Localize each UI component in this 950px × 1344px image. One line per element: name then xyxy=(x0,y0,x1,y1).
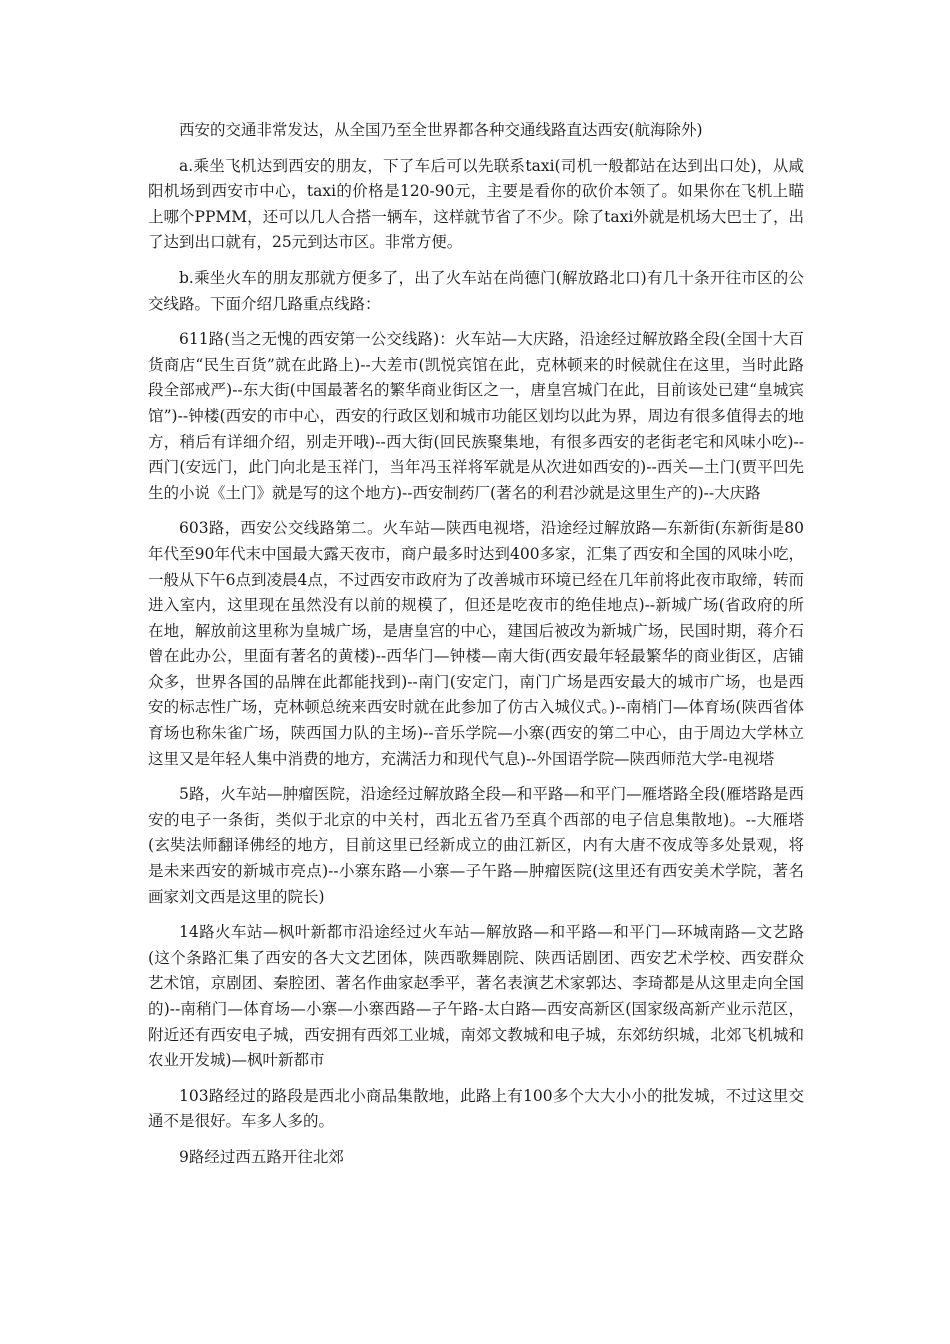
intro-paragraph: 西安的交通非常发达，从全国乃至全世界都各种交通线路直达西安(航海除外) xyxy=(179,121,703,139)
route-14-paragraph: 14路火车站—枫叶新都市沿途经过火车站—解放路—和平路—和平门—环城南路—文艺路(这个条路汇集了西安的各大文艺团体，陕西歌舞剧院、陕西话剧团、西安艺术学校、西安群众艺术馆，京剧团、秦腔团、著名作曲家赵季平，著名表演艺术家郭达、李琦都是从这里走向全国的)--南稍门—体育场—小寨—小寨西路—子午路-太白路—西安高新区(国家级高新产业示范区，附近还有西安电子城，西安拥有西郊工业城，南郊文教城和电子城，东郊纺织城，北郊飞机城和农业开发城)—枫叶新都市 xyxy=(148,923,804,1070)
document-body xyxy=(148,118,804,1181)
route-603-paragraph: 603路，西安公交线路第二。火车站—陕西电视塔，沿途经过解放路—东新街(东新街是80年代至90年代末中国最大露天夜市，商户最多时达到400多家，汇集了西安和全国的风味小吃，一般从下午6点到凌晨4点，不过西安市政府为了改善城市环境已经在几年前将此夜市取缔，转而进入室内，这里现在虽然没有以前的规模了，但还是吃夜市的绝佳地点)--新城广场(省政府的所在地，解放前这里称为皇城广场，是唐皇宫的中心，建国后被改为新城广场，民国时期，蒋介石曾在此办公，里面有著名的黄楼)--西华门—钟楼—南大街(西安最年轻最繁华的商业街区，店铺众多，世界各国的品牌在此都能找到)--南门(安定门，南门广场是西安最大的城市广场，也是西安的标志性广场，克林顿总统来西安时就在此参加了仿古入城仪式。)--南梢门—体育场(陕西省体育场也称朱雀广场，陕西国力队的主场)--音乐学院—小寨(西安的第二中心，由于周边大学林立这里又是年轻人集中消费的地方，充满活力和现代气息)--外国语学院—陕西师范大学-电视塔 xyxy=(148,519,804,768)
route-9-paragraph: 9路经过西五路开往北郊 xyxy=(179,1147,344,1166)
route-611-paragraph: 611路(当之无愧的西安第一公交线路)：火车站—大庆路，沿途经过解放路全段(全国十大百货商店“民生百货”就在此路上)--大差市(凯悦宾馆在此，克林顿来的时候就住在这里，当时此路段全部戒严)--东大街(中国最著名的繁华商业街区之一，唐皇宫城门在此，目前该处已建“皇城宾馆”)--钟楼(西安的市中心，西安的行政区划和城市功能区划均以此为界，周边有很多值得去的地方，稍后有详细介绍，别走开哦)--西大街(回民族聚集地，有很多西安的老街老宅和风味小吃)--西门(安远门，此门向北是玉祥门，当年冯玉祥将军就是从次进如西安的)--西关—土门(贾平凹先生的小说《土门》就是写的这个地方)--西安制药厂(著名的利君沙就是这里生产的)--大庆路 xyxy=(148,330,804,502)
airplane-paragraph: a.乘坐飞机达到西安的朋友，下了车后可以先联系taxi(司机一般都站在达到出口处)，从咸阳机场到西安市中心，taxi的价格是120-90元，主要是看你的砍价本领了。如果你在飞机上瞄上哪个PPMM，还可以几人合搭一辆车，这样就节省了不少。除了taxi外就是机场大巴士了，出了达到出口就有，25元到达市区。非常方便。 xyxy=(148,156,804,252)
route-103-paragraph: 103路经过的路段是西北小商品集散地，此路上有100多个大大小小的批发城，不过这里交通不是很好。车多人多的。 xyxy=(148,1086,804,1131)
train-paragraph: b.乘坐火车的朋友那就方便多了，出了火车站在尚德门(解放路北口)有几十条开往市区的公交线路。下面介绍几路重点线路： xyxy=(148,268,804,313)
route-5-paragraph: 5路，火车站—肿瘤医院，沿途经过解放路全段—和平路—和平门—雁塔路全段(雁塔路是西安的电子一条街，类似于北京的中关村，西北五省乃至真个西部的电子信息集散地)。--大雁塔(玄奘法师翻译佛经的地方，目前这里已经新成立的曲江新区，内有大唐不夜成等多处景观，将是未来西安的新城市亮点)--小寨东路—小寨—子午路—肿瘤医院(这里还有西安美术学院，著名画家刘文西是这里的院长) xyxy=(148,785,804,906)
